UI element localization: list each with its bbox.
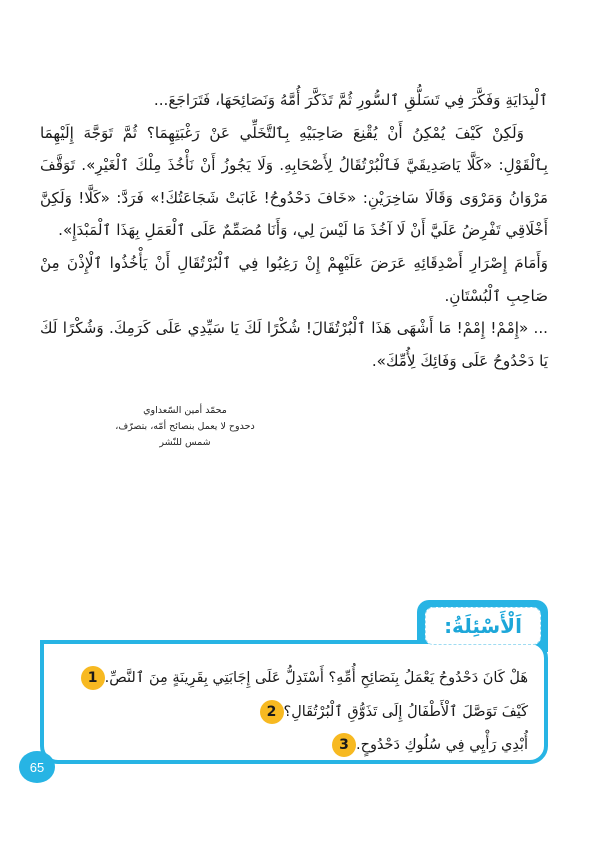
question-text: هَلْ كَانَ دَحْدُوحُ يَعْمَلُ بِنَصَائِحِ أُمِّهِ؟ أَسْتَدِلُّ عَلَى إِجَابَتِي بِقَرِينَةٍ مِنَ ٱلنَّصِّ. [104,670,528,686]
question-item [251,700,529,724]
source-author: محمّد أمين السّعداوي [143,405,227,416]
question-number-badge: 3 [332,733,356,757]
question-item [72,666,528,690]
question-number-badge: 1 [81,666,105,690]
source-citation [110,403,260,451]
question-text: كَيْفَ تَوَصَّلَ ٱلْأَطْفَالُ إِلَى تَذَوُّقِ ٱلْبُرْتُقَالِ؟ [283,704,528,720]
story-paragraph: وَلَكِنْ كَيْفَ يُمْكِنُ أَنْ يُقْنِعَ صَاحِبَيْهِ بِٱلتَّخَلِّي عَنْ رَغْبَتِهِمَا؟ ثُمَّ تَوَجَّهَ إِلَيْهِمَا بِٱلْقَوْلِ: «كَلَّا يَاصَدِيقَيَّ فَٱلْبُرْتُقَالُ لِأَصْحَابِهِ. وَلَا يَجُوزُ أَنْ نَأْخُذَ مِلْكَ ٱلْغَيْرِ». تَوَقَّفَ مَرْوَانُ وَمَرْوَى وَقَالَا سَاخِرَيْنِ: «خَافَ دَحْدُوحُ! غَابَتْ شَجَاعَتُكَ!» فَرَدَّ: «كَلَّا! وَلَكِنَّ أَخْلَاقِي تَفْرِضُ عَلَيَّ أَنْ لَا آخُذَ مَا لَيْسَ لِي، وَأَنَا مُصَمِّمٌ عَلَى ٱلْعَمَلِ بِهَذَا ٱلْمَبْدَإِ». [40,123,548,240]
questions-title: اَلْأَسْئِلَةُ: [444,614,522,638]
questions-title-box [425,607,541,645]
story-text [40,84,548,377]
source-publisher: شمس للنّشر [159,437,211,448]
story-paragraph: ... «إِمْمْ! إِمْمْ! مَا أَشْهَى هَذَا ٱلْبُرْتُقَالَ! شُكْرًا لَكَ يَا سَيِّدِي عَلَى كَرَمِكَ. وَشُكْرًا لَكَ يَا دَحْدُوحُ عَلَى وَفَائِكَ لِأُمِّكَ». [40,319,548,370]
source-work: دحدوح لا يعمل بنصائح أمّه، بتصرّف، [115,421,255,432]
questions-box [40,640,548,764]
question-item [323,733,528,757]
page-number: 65 [19,751,55,783]
story-paragraph: ٱلْبِدَايَةِ وَفَكَّرَ فِي تَسَلُّقِ ٱلسُّورِ ثُمَّ تَذَكَّرَ أُمَّهُ وَنَصَائِحَهَا، فَتَرَاجَعَ... [153,91,548,109]
question-number-badge: 2 [260,700,284,724]
question-text: أُبْدِي رَأْيِي فِي سُلُوكِ دَحْدُوحٍ. [355,737,528,753]
story-paragraph: وَأَمَامَ إِصْرَارِ أَصْدِقَائِهِ عَرَضَ عَلَيْهِمْ إِنْ رَغِبُوا فِي ٱلْبُرْتُقَالِ أَنْ يَأْخُذُوا ٱلْإِذْنَ مِنْ صَاحِبِ ٱلْبُسْتَانِ. [40,253,548,305]
